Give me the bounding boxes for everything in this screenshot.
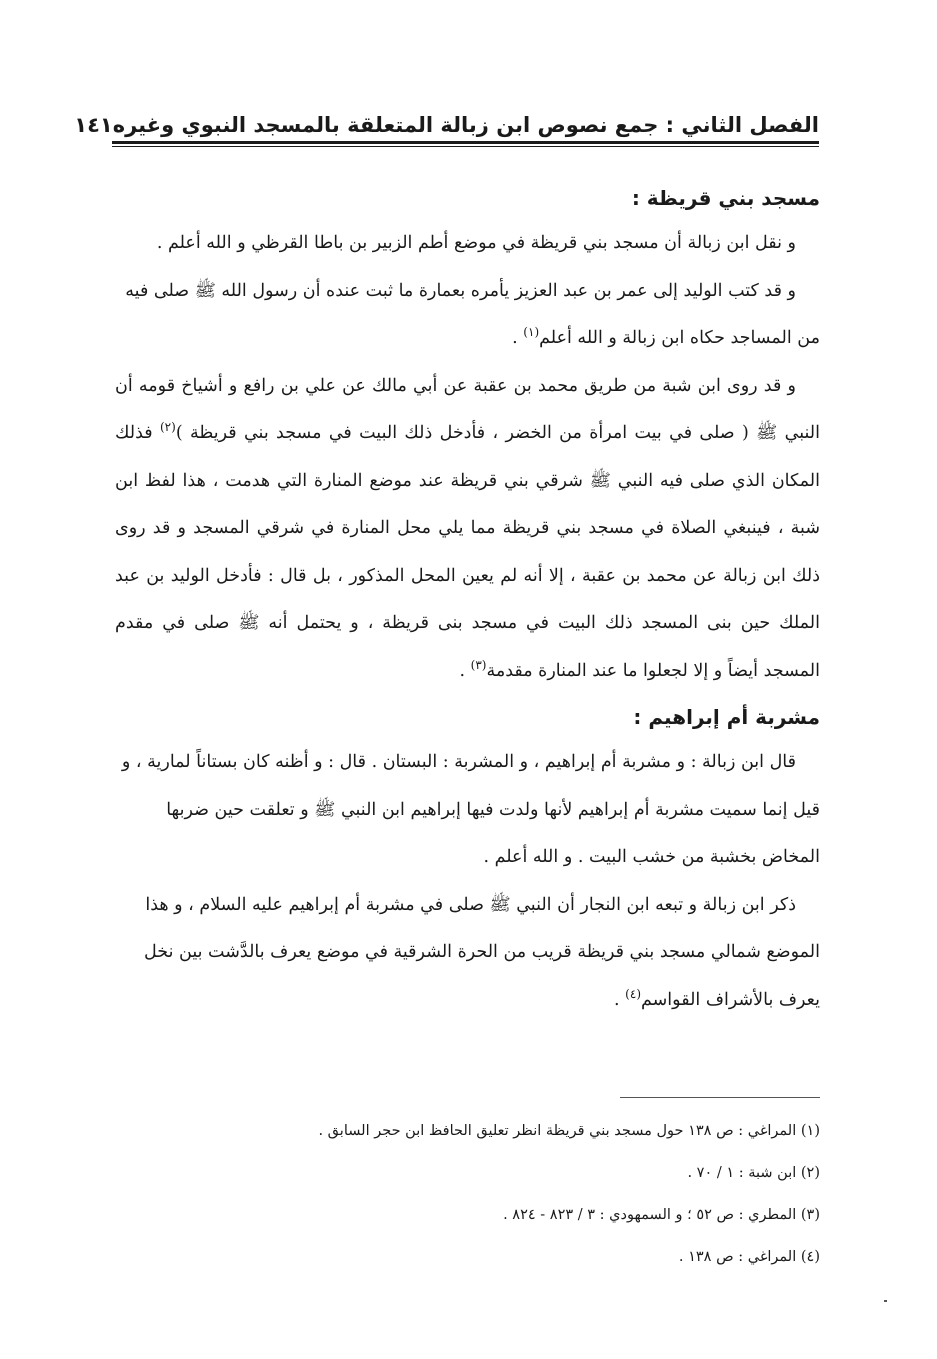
body-text: [115, 176, 820, 1024]
paragraph-2: و قد كتب الوليد إلى عمر بن عبد العزيز يأمره بعمارة ما ثبت عنده أن رسول الله ﷺ صلى فيه من المساجد حكاه ابن زبالة و الله أعلم$^{(١)}$ .: [125, 280, 820, 348]
paragraph-3-text-b: فذلك المكان الذي صلى فيه النبي ﷺ شرقي بني قريظة عند موضع المنارة التي هدمت ، هذا لفظ ابن شبة ، فينبغي الصلاة في مسجد بني قريظة مما يلي محل المنارة في شرقي المسجد و قد روى ذلك ابن زبالة عن محمد بن عقبة ، إلا أنه لم يعين المحل المذكور ، بل قال : فأدخل الوليد بن عبد الملك حين بنى المسجد ذلك البيت في مسجد بنى قريظة ، و يحتمل أنه ﷺ صلى في مقدم المسجد أيضاً و إلا لجعلوا ما عند المنارة مقدمة: [115, 423, 820, 681]
paragraph-5: ذكر ابن زبالة و تبعه ابن النجار أن النبي ﷺ صلى في مشربة أم إبراهيم عليه السلام ، و هذا الموضع شمالي مسجد بني قريظة قريب من الحرة الشرقية في موضع يعرف بالدَّشت بين نخل يعرف بالأشراف القواسم$^{(٤)}$ .: [144, 894, 820, 1010]
chapter-title: الفصل الثاني : جمع نصوص ابن زبالة المتعلقة بالمسجد النبوي وغيره: [112, 113, 819, 137]
header-rule-thick: [112, 141, 819, 144]
note-ref-1: (١): [523, 325, 540, 340]
paragraph-3: و قد روى ابن شبة من طريق محمد بن عقبة عن أبي مالك عن علي بن رافع و أشياخ قومه أن النبي ﷺ ( صلى في بيت امرأة من الخضر ، فأدخل ذلك البيت في مسجد بني قريظة )$^{(٢)}$ فذلك المكان الذي صلى فيه النبي ﷺ شرقي بني قريظة عند موضع المنارة التي هدمت ، هذا لفظ ابن شبة ، فينبغي الصلاة في مسجد بني قريظة مما يلي محل المنارة في شرقي المسجد و قد روى ذلك ابن زبالة عن محمد بن عقبة ، إلا أنه لم يعين المحل المذكور ، بل قال : فأدخل الوليد بن عبد الملك حين بنى المسجد ذلك البيت في مسجد بنى قريظة ، و يحتمل أنه ﷺ صلى في مقدم المسجد أيضاً و إلا لجعلوا ما عند المنارة مقدمة$^{(٣)}$ .: [115, 375, 820, 681]
scan-mark: [884, 1300, 887, 1302]
paragraph-4-text: قال ابن زبالة : و مشربة أم إبراهيم ، و المشربة : البستان . قال : و أظنه كان بستاناً لمارية ، و قيل إنما سميت مشربة أم إبراهيم لأنها ولدت فيها إبراهيم ابن النبي ﷺ و تعلقت حين ضربها المخاض بخشبة من خشب البيت . و الله أعلم .: [121, 752, 820, 867]
paragraph-3-text-a: و قد روى ابن شبة من طريق محمد بن عقبة عن أبي مالك عن علي بن رافع و أشياخ قومه أن النبي ﷺ ( صلى في بيت امرأة من الخضر ، فأدخل ذلك البيت في مسجد بني قريظة ): [115, 375, 820, 443]
footnote-1: (١) المراغي : ص ١٣٨ حول مسجد بني قريظة انظر تعليق الحافظ ابن حجر السابق .: [318, 1123, 820, 1139]
footnote-4: (٤) المراغي : ص ١٣٨ .: [678, 1249, 820, 1265]
footnote-separator: [620, 1097, 820, 1098]
paragraph-5-text: ذكر ابن زبالة و تبعه ابن النجار أن النبي ﷺ صلى في مشربة أم إبراهيم عليه السلام ، و هذا الموضع شمالي مسجد بني قريظة قريب من الحرة الشرقية في موضع يعرف بالدَّشت بين نخل يعرف بالأشراف القواسم: [144, 894, 820, 1010]
paragraph-1: [115, 220, 820, 268]
paragraph-1-text: و نقل ابن زبالة أن مسجد بني قريظة في موضع أطم الزبير بن باطا القرظي و الله أعلم .: [156, 233, 796, 253]
note-ref-3: (٣): [470, 657, 487, 672]
note-ref-2: (٢): [159, 420, 176, 435]
note-ref-4: (٤): [625, 986, 641, 1001]
header-rule-thin: [112, 146, 819, 147]
footnote-3: (٣) المطري : ص ٥٢ ؛ و السمهودي : ٣ / ٨٢٣ - ٨٢٤ .: [503, 1207, 820, 1223]
section-heading-bani-qurayza: مسجد بني قريظة :: [631, 186, 820, 210]
footnote-2: (٢) ابن شبة : ١ / ٧٠ .: [687, 1165, 820, 1181]
footnotes: [115, 1110, 820, 1278]
section-heading-umm-ibrahim: مشربة أم إبراهيم :: [633, 705, 820, 729]
paragraph-4: [115, 739, 820, 882]
page-number: ١٤١: [74, 113, 113, 137]
running-header: [74, 96, 819, 137]
paragraph-2-text: و قد كتب الوليد إلى عمر بن عبد العزيز يأمره بعمارة ما ثبت عنده أن رسول الله ﷺ صلى فيه من المساجد حكاه ابن زبالة و الله أعلم: [125, 280, 820, 348]
